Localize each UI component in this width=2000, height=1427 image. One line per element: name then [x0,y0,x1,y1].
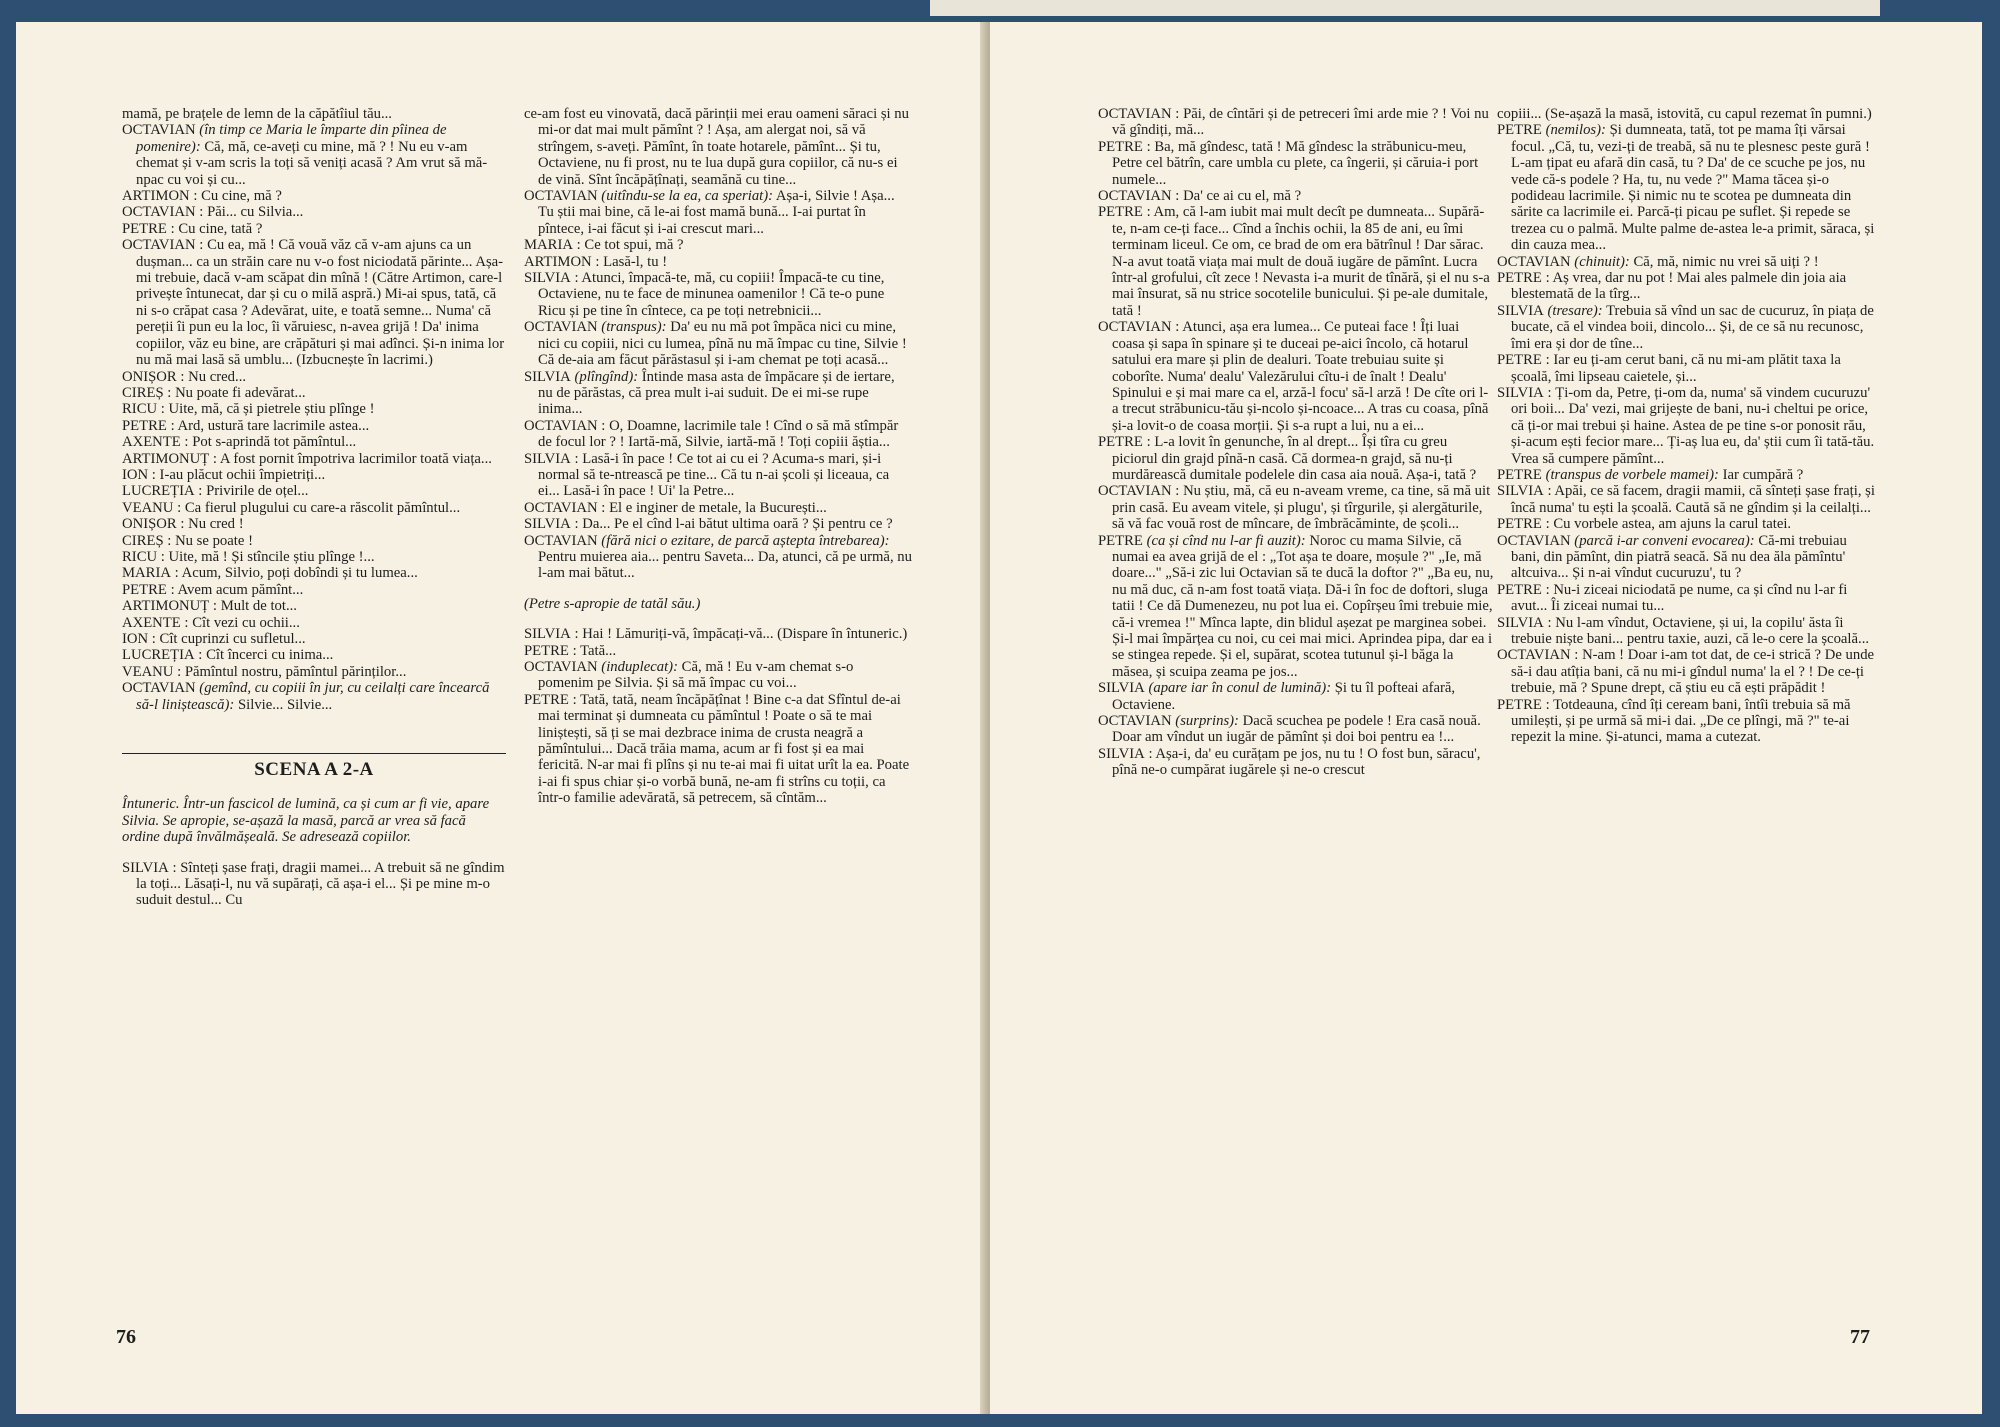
dialogue-line: OCTAVIAN : Păi... cu Silvia... [122,204,304,221]
dialogue-line: ION : I-au plăcut ochii împietriți... [122,466,326,483]
right-page [990,22,1982,1414]
line-text: Sînteți șase frați, dragii mamei... A trebuit să ne gîndim la toți... Lăsați-l, nu vă supărați, că așa-i el... Și pe mine m-o suduit destul... Cu [136,859,505,909]
speaker-name: PETRE [524,691,569,708]
speaker-name: OCTAVIAN [524,532,598,549]
line-text: Nu poate fi adevărat... [175,384,306,401]
line-text: Da' eu nu mă pot împăca nici cu mine, nici cu copiii, nici cu lumea, pînă nu mă împac cu tine, Silvie ! Că de-aia am făcut părăstasul și i-am chemat pe toți acasă... [538,319,907,369]
stage-direction-inline: (chinuit): [1574,253,1630,270]
dialogue-line: PETRE : Aș vrea, dar nu pot ! Mai ales palmele din joia aia blestemată de la tîrg... [1497,270,1847,303]
dialogue-line [1497,106,1877,122]
speaker-name: PETRE [122,417,167,434]
speaker-name: OCTAVIAN [1098,483,1172,500]
line-text: Nu se poate ! [175,532,253,549]
speaker-name: OCTAVIAN [524,499,598,516]
stage-direction-inline: (nemilos): [1545,122,1606,139]
dialogue-line: VEANU : Pămîntul nostru, pămîntul părinților... [122,663,407,680]
line-text: Păi, de cîntări și de petreceri îmi arde mie ? ! Voi nu vă gîndiți, mă... [1112,106,1489,139]
dialogue-line: ARTIMONUȚ : Mult de tot... [122,598,297,615]
dialogue-line: OCTAVIAN : Da' ce ai cu el, mă ? [1098,188,1302,205]
line-text: Privirile de oțel... [206,483,309,500]
line-text: Da... Pe el cînd l-ai bătut ultima oară ? Și pentru ce ? [582,516,893,533]
dialogue-line [524,533,912,582]
speaker-name: SILVIA [1497,384,1544,401]
dialogue-line: MARIA : Acum, Silvio, poți dobîndi și tu lumea... [122,565,418,582]
line-text: I-au plăcut ochii împietriți... [159,466,326,483]
speaker-name: OCTAVIAN [1497,253,1571,270]
speaker-name: SILVIA [524,450,571,467]
line-text: Noroc cu mama Silvie, că numai ea avea grijă de el : „Tot așa te doare, moșule ?" „Ie, mă doare..." „Să-i zic lui Octavian să te ducă la doftor ?" „Ba eu, nu, nu mă duc, că n-am fost toată viața. Dă-i în foc de doftori, sluga tatii ! Ce dă Dumenezeu, nu pot lua ei. Copîrșeu îmi trebuie mie, că-i vremea !" Mînca lapte, din blidul așezat pe marginea sobei. Și-l mai împărțea cu noi, cu cei mai mici. Aprindea pipa, dar ea i se stingea repede. Și el, supărat, scotea tutunul și-l băga la măsea, și scuipa zeama pe jos... [1112,532,1494,680]
dialogue-line: RICU : Uite, mă ! Și stîncile știu plînge !... [122,548,375,565]
line-text: Uite, mă, că și pietrele știu plînge ! [168,401,375,418]
column-3 [1098,106,1494,779]
speaker-name: PETRE [1497,581,1542,598]
dialogue-line: SILVIA : Da... Pe el cînd l-ai bătut ultima oară ? Și pentru ce ? [524,516,893,533]
dialogue-line: PETRE : Ard, ustură tare lacrimile astea... [122,417,370,434]
line-text: Pot s-aprindă tot pămîntul... [192,434,357,451]
line-text: Am, că l-am iubit mai mult decît pe dumneata... Supără-te, n-am ce-ți face... Cînd a închis ochii, la 85 de ani, eu îmi terminam liceul. Ce om, ce brad de om era bătrînul ! Dar sărac. N-a avut toată viața mai mult de două iugăre de pămînt. Lucra într-al grofului, cît zece ! Nevasta i-a murit de tînără, și el nu s-a mai însurat, să nu strice socotelile bunicului. Și pe-ale dumitale, tată ! [1112,204,1490,319]
line-text: Nu cred ! [188,516,244,533]
dialogue-line [1497,467,1877,483]
speaker-name: LUCREȚIA [122,647,195,664]
scene-stage-direction: Întuneric. Într-un fascicol de lumină, ca și cum ar fi vie, apare Silvia. Se apropie, se-așază la masă, parcă ar vrea să facă ordine după învălmășeală. Se adresează copiilor. [122,796,490,846]
line-text: Că, mă, ce-aveți cu mine, mă ? ! Nu eu v-am chemat și v-am scris la toți să veniți acasă ? Am vrut să mă-npac cu voi și cu... [136,138,488,188]
stage-direction-inline: (transpus de vorbele mamei): [1545,466,1719,483]
speaker-name: MARIA [524,237,573,254]
dialogue-line: PETRE : Ba, mă gîndesc, tată ! Mă gîndesc la străbunicu-meu, Petre cel bătrîn, care umbla cu plete, ca îngerii, și căruia-i port numele... [1098,138,1479,188]
line-text: Cît cuprinzi cu sufletul... [159,631,306,647]
column-4 [1497,106,1877,746]
stage-direction-inline: (induplecat): [601,659,678,675]
speaker-name: PETRE [1497,122,1542,139]
dialogue-line: AXENTE : Cît vezi cu ochii... [122,614,300,631]
speaker-name: PETRE [1098,138,1143,155]
dialogue-line [122,680,506,713]
speaker-name: SILVIA [1497,614,1544,631]
dialogue-line [122,106,506,122]
line-text: Ți-om da, Petre, ți-om da, numa' să vindem cucuruzu' ori boii... Da' vezi, mai grijește de bani, nu-i cheltui pe orice, că ți-or mai trebui și haine. Astea de pe tine s-or ponosit rău, și-acum ești fecior mare... Ți-aș lua eu, da' știi cum îi tată-tău. Vrea să cumpere pămînt... [1511,384,1875,467]
line-text: Pămîntul nostru, pămîntul părinților... [184,663,407,680]
line-text: Nu l-am vîndut, Octaviene, și ui, la copilu' ăsta îi trebuie niște bani... pentru taxie, auzi, că le-o cere la școală... [1511,614,1870,647]
dialogue-line: OCTAVIAN : Păi, de cîntări și de petreceri îmi arde mie ? ! Voi nu vă gîndiți, mă... [1098,106,1489,139]
stage-direction-inline: (apare iar în conul de lumină): [1148,680,1332,697]
dialogue-line: OCTAVIAN : El e inginer de metale, la București... [524,499,827,516]
dialogue-line [524,369,912,418]
speaker-name: PETRE [122,220,167,237]
dialogue-line: SILVIA : Sînteți șase frați, dragii mamei... A trebuit să ne gîndim la toți... Lăsați-l, nu vă supărați, că așa-i el... Și pe mine m-o suduit destul... Cu [122,859,505,909]
dialogue-line: ION : Cît cuprinzi cu sufletul... [122,631,306,647]
line-text: Iar cumpără ? [1722,466,1804,483]
dialogue-line: PETRE : Nu-i ziceai niciodată pe nume, ca și cînd nu l-ar fi avut... Îi ziceai numai tu... [1497,581,1848,615]
line-text: Cît vezi cu ochii... [192,614,300,631]
speaker-name: OCTAVIAN [122,680,196,697]
line-text: A fost pornit împotriva lacrimilor toată viața... [219,450,492,467]
dialogue-line: ARTIMON : Cu cine, mă ? [122,188,282,205]
dialogue-line: OCTAVIAN : O, Doamne, lacrimile tale ! Cînd o să mă stîmpăr de focul lor ? ! Iartă-mă, Silvie, iartă-mă ! Toți copiii ăștia... [524,417,899,451]
speaker-name: SILVIA [524,516,571,533]
stage-direction-inline: (fără nici o ezitare, de parcă aștepta întrebarea): [601,532,890,549]
dialogue-line [1098,533,1494,681]
speaker-name: OCTAVIAN [524,188,598,205]
speaker-name: PETRE [1497,466,1542,483]
stage-direction-inline: (gemînd, cu copiii în jur, cu ceilalți care încearcă să-l liniștească): [136,680,490,713]
line-text: Atunci, împacă-te, mă, cu copiii! Împacă-te cu tine, Octaviene, nu te face de minunea oamenilor ! Că te-o pune Ricu și pe tine în cîntece, ca pe toți netrebnicii... [538,270,885,319]
speaker-name: PETRE [1497,516,1542,533]
speaker-name: VEANU [122,663,174,680]
line-text: Silvie... Silvie... [237,696,333,713]
speaker-name: ION [122,466,149,483]
line-text: Întinde masa asta de împăcare și de iertare, nu de părăstas, că prea mult i-ai suduit. De ei mi-se rupe inima... [538,368,895,418]
line-text: Pentru muierea aia... pentru Saveta... Da, atunci, că pe urmă, nu l-am mai bătut... [538,548,912,582]
speaker-name: PETRE [1098,204,1143,221]
dialogue-line: LUCREȚIA : Cît încerci cu inima... [122,647,334,664]
line-text: copiii... (Se-așază la masă, istovită, cu capul rezemat în pumni.) [1497,106,1872,122]
line-text: Cu cine, tată ? [178,220,263,237]
speaker-name: OCTAVIAN [122,122,196,139]
line-text: Aș vrea, dar nu pot ! Mai ales palmele din joia aia blestemată de la tîrg... [1511,270,1847,303]
speaker-name: MARIA [122,565,171,582]
dialogue-line: PETRE : Totdeauna, cînd îți ceream bani, întîi trebuia să mă umilești, și pe urmă să mi-i dai. „De ce plîngi, mă ?" te-ai repezit la mine. Și-atunci, mama a cutezat. [1497,696,1851,746]
page-number-left: 76 [116,1326,136,1348]
line-text: Că-mi trebuiau bani, din pămînt, din piatră seacă. Să nu dea ăla pămîntu' altcuiva... Și n-ai vîndut cucuruzu', tu ? [1511,532,1847,582]
dialogue-line: SILVIA : Lasă-i în pace ! Ce tot ai cu ei ? Acuma-s mari, și-i normal să te-ntrească pe tine... Că tu n-ai școli și liceaua, ca ei... Lasă-i în pace ! Ui' la Petre... [524,450,890,500]
line-text: N-am ! Doar i-am tot dat, de ce-i strică ? De unde să-i dau atîția bani, că nu mi-i gîndul numa' la el ? ! De ce-ți trebuie, mă ? Spune drept, că știu eu că ești prăpădit ! [1511,647,1875,697]
scene-heading: SCENA A 2-A [122,753,506,778]
dialogue-line: PETRE : L-a lovit în genunche, în al drept... Își tîra cu greu piciorul din grajd pînă-n casă. Că dormea-n grajd, să nu-ți murdărească dumitale podelele din casa aia nouă. Așa-i, tată ? [1098,434,1477,483]
dialogue-line: ONIȘOR : Nu cred... [122,368,247,385]
line-text: Că, mă ! Eu v-am chemat s-o pomenim pe Silvia. Și să mă împac cu voi... [538,659,854,692]
dialogue-line: ARTIMONUȚ : A fost pornit împotriva lacrimilor toată viața... [122,450,492,467]
speaker-name: SILVIA [524,368,571,385]
dialogue-line: RICU : Uite, mă, că și pietrele știu plînge ! [122,401,375,418]
speaker-name: OCTAVIAN [524,417,598,434]
dialogue-line: AXENTE : Pot s-aprindă tot pămîntul... [122,434,357,451]
line-text: Așa-i, Silvie ! Așa... Tu știi mai bine, că le-ai fost mamă bună... I-ai purtat în pîntece, i-ai făcut și i-ai crescut mari... [538,188,895,237]
dialogue-line: OCTAVIAN : N-am ! Doar i-am tot dat, de ce-i strică ? De unde să-i dau atîția bani, că nu mi-i gîndul numa' la el ? ! De ce-ți trebuie, mă ? Spune drept, că știu eu că ești prăpădit ! [1497,647,1875,697]
speaker-name: ARTIMON [122,188,190,205]
line-text: Mult de tot... [220,598,297,615]
speaker-name: VEANU [122,499,174,516]
speaker-name: SILVIA [1098,745,1145,762]
stage-direction-inline: (parcă i-ar conveni evocarea): [1574,532,1755,549]
speaker-name: PETRE [1098,434,1143,451]
dialogue-line: ARTIMON : Lasă-l, tu ! [524,253,668,270]
speaker-name: OCTAVIAN [122,204,196,221]
speaker-name: PETRE [122,581,167,598]
book-edge-top [930,0,1880,16]
speaker-name: OCTAVIAN [524,659,598,675]
speaker-name: ONIȘOR [122,368,177,385]
speaker-name: CIREȘ [122,532,164,549]
line-text: Trebuia să vînd un sac de cucuruz, în piața de bucate, că el vindea boii, dincolo... Și, de ce să nu recunosc, îmi era și dor de tîne... [1511,302,1874,352]
speaker-name: SILVIA [1497,483,1544,500]
speaker-name: OCTAVIAN [122,237,196,254]
line-text: Uite, mă ! Și stîncile știu plînge !... [168,548,375,565]
line-text: Cu vorbele astea, am ajuns la carul tatei. [1553,516,1792,533]
line-text: Avem acum pămînt... [177,581,304,598]
line-text: Nu cred... [188,368,247,385]
dialogue-line: PETRE : Iar eu ți-am cerut bani, că nu mi-am plătit taxa la școală, îmi lipseau caietele, și... [1497,352,1841,385]
dialogue-line: SILVIA : Hai ! Lămuriți-vă, împăcați-vă... (Dispare în întuneric.) [524,626,908,643]
line-text: Și tu îl pofteai afară, Octaviene. [1112,680,1456,713]
dialogue-line: OCTAVIAN : Nu știu, mă, că eu n-aveam vreme, ca tine, să mă uit prin casă. Eu aveam vitele, și plugu', și tîrgurile, și alergăturile, să vă fac vouă rost de mîncare, de îmbrăcăminte, de școli... [1098,483,1491,533]
line-text: L-a lovit în genunche, în al drept... Își tîra cu greu piciorul din grajd pînă-n casă. Că dormea-n grajd, să nu-ți murdărească dumitale podelele din casa aia nouă. Așa-i, tată ? [1112,434,1477,483]
dialogue-line: VEANU : Ca fierul plugului cu care-a răscolit pămîntul... [122,499,461,516]
dialogue-line [1497,303,1877,352]
line-text: Tată, tată, neam încăpățînat ! Bine c-a dat Sfîntul de-ai mai terminat și dumneata cu pămîntul ! Poate o să te mai liniștești, să ți se mai dezbrace inima de crusta neagră a pămîntului... Dacă trăia mama, acum ar fi fost și ea mai fericită. N-ar mai fi plîns și nu te-ai mai fi uitat urît la ea. Poate i-ai fi spus chiar și-o vorbă bună, ne-am fi strîns cu toții, ca într-o familie adevărată, să petrecem, să cîntăm... [538,691,910,807]
line-text: Și dumneata, tată, tot pe mama îți vărsai focul. „Că, tu, vezi-ți de treabă, să nu te plesnesc peste gură ! L-am țipat eu afară din casă, tu ? Da' de ce scuche pe jos, nu vede că-s podele ? Ha, tu, nu vede ?" Mama tăcea și-o podideau lacrimile. Și nimic nu te scotea pe dumneata din sărite ca lacrimile ei. Parcă-ți picau pe suflet. Și repede se trezea cu o palmă. Multe palme de-astea le-a primit, săraca, și din cauza mea... [1511,122,1875,254]
speaker-name: LUCREȚIA [122,483,195,500]
dialogue-line: ONIȘOR : Nu cred ! [122,516,244,533]
stage-direction-inline: (plîngînd): [574,368,639,385]
dialogue-line [524,659,912,692]
line-text: Hai ! Lămuriți-vă, împăcați-vă... (Dispare în întuneric.) [582,626,908,643]
dialogue-line [524,188,912,237]
dialogue-line: SILVIA : Nu l-am vîndut, Octaviene, și ui, la copilu' ăsta îi trebuie niște bani... pentru taxie, auzi, că le-o cere la școală... [1497,614,1870,647]
stage-direction-inline: (tresare): [1547,302,1603,319]
dialogue-line: PETRE : Cu cine, tată ? [122,220,263,237]
speaker-name: SILVIA [1497,302,1544,319]
speaker-name: ARTIMONUȚ [122,598,210,615]
speaker-name: AXENTE [122,434,181,451]
speaker-name: PETRE [1497,270,1542,287]
line-text: Așa-i, da' eu curățam pe jos, nu tu ! O fost bun, săracu', pînă ne-o cumpărat iugărele și ne-o crescut [1112,745,1481,779]
line-text: Cu cine, mă ? [201,188,282,205]
line-text: Nu știu, mă, că eu n-aveam vreme, ca tine, să mă uit prin casă. Eu aveam vitele, și plugu', și tîrgurile, și alergăturile, să vă fac vouă rost de mîncare, de îmbrăcăminte, de școli... [1112,483,1491,533]
speaker-name: AXENTE [122,614,181,631]
line-text: Dacă scuchea pe podele ! Era casă nouă. Doar am vîndut un iugăr de pămînt și doi boi pentru ea !... [1112,713,1481,746]
line-text: Atunci, așa era lumea... Ce puteai face ! Îți luai coasa și sapa în spinare și te duceai pe-aici încolo, că hotarul satului era mare și plin de dealuri. Toate trebuiau suite și coborîte. Numa' dealu' Valezărului cîtu-i de înalt ! Dealu' Spinului e și mai mare ca el, arză-l focu' să-l arză ! De cîte ori l-a trecut străbunicu-tău și-ncolo și-ncoace... A tras cu coasa, pînă și-a lovit-o de coasa morții. Și s-a rupt a lui, nu a ei... [1112,319,1489,434]
dialogue-line: PETRE : Cu vorbele astea, am ajuns la carul tatei. [1497,516,1792,533]
line-text: Apăi, ce să facem, dragii mamii, că sînteți șase frați, și încă numa' tu ești la școală. Caută să ne gîndim și la ceilalți... [1511,483,1875,516]
line-text: Lasă-i în pace ! Ce tot ai cu ei ? Acuma-s mari, și-i normal să te-ntrească pe tine... Că tu n-ai școli și liceaua, ca ei... Lasă-i în pace ! Ui' la Petre... [538,450,890,500]
stage-direction-inline: (ca și cînd nu l-ar fi auzit): [1146,532,1306,549]
line-text: ce-am fost eu vinovată, dacă părinții mei erau oameni săraci și nu mi-or dat mai mult pămînt ? ! Așa, am alergat noi, să vă strîngem, s-aveți. Pămînt, în toate hotarele, pămînt... Și tu, Octaviene, nu fi prost, nu te lua după gura copiilor, că nu-s ei de vină. Sînt încăpățînați, seamănă cu tine... [524,106,909,188]
dialogue-line: OCTAVIAN : Cu ea, mă ! Că vouă văz că v-am ajuns ca un dușman... ca un străin care nu v-o fost niciodată părinte... Așa-mi trebuie, dacă v-am scăpat din mînă ! (Către Artimon, care-l privește întunecat, dar și cu o milă aspră.) Mi-ai spus, tată, că ni s-o crăpat casa ? Adevărat, uite, e toată semne... Numa' că pereții îi pun eu la loc, îi văruiesc, n-avea grijă ! Da' inima copiilor, văz eu bine, are crăpături și mai adînci. Și-n inima lor nu mă mai lasă să umblu... (Izbucnește în lacrimi.) [122,237,505,369]
dialogue-line: PETRE : Avem acum pămînt... [122,581,304,598]
speaker-name: SILVIA [524,626,571,643]
line-text: Ce tot spui, mă ? [584,237,684,254]
stage-direction-inline: (uitîndu-se la ea, ca speriat): [601,188,774,205]
line-text: Totdeauna, cînd îți ceream bani, întîi trebuia să mă umilești, și pe urmă să mi-i dai. „De ce plîngi, mă ?" te-ai repezit la mine. Și-atunci, mama a cutezat. [1511,696,1851,746]
speaker-name: OCTAVIAN [1098,713,1172,730]
line-text: Ard, ustură tare lacrimile astea... [177,417,370,434]
line-text: O, Doamne, lacrimile tale ! Cînd o să mă stîmpăr de focul lor ? ! Iartă-mă, Silvie, iartă-mă ! Toți copiii ăștia... [538,417,899,451]
line-text: Ba, mă gîndesc, tată ! Mă gîndesc la străbunicu-meu, Petre cel bătrîn, care umbla cu plete, ca îngerii, și căruia-i port numele... [1112,138,1479,188]
speaker-name: SILVIA [1098,680,1145,697]
dialogue-line: PETRE : Tată... [524,642,617,659]
column-2 [524,106,912,807]
speaker-name: ARTIMON [524,253,592,270]
line-text: Iar eu ți-am cerut bani, că nu mi-am plătit taxa la școală, îmi lipseau caietele, și... [1511,352,1841,385]
dialogue-line: OCTAVIAN : Atunci, așa era lumea... Ce puteai face ! Îți luai coasa și sapa în spinare și te duceai pe-aici încolo, că hotarul satului era mare și plin de dealuri. Toate trebuiau suite și coborîte. Numa' dealu' Valezărului cîtu-i de înalt ! Dealu' Spinului e și mai mare ca el, arză-l focu' să-l arză ! De cîte ori l-a trecut străbunicu-tău și-ncolo și-ncoace... A tras cu coasa, pînă și-a lovit-o de coasa morții. Și s-a rupt a lui, nu a ei... [1098,319,1489,434]
speaker-name: OCTAVIAN [1098,319,1172,336]
speaker-name: SILVIA [122,859,169,876]
speaker-name: RICU [122,401,158,418]
line-text: Acum, Silvio, poți dobîndi și tu lumea... [181,565,418,582]
dialogue-line: SILVIA : Apăi, ce să facem, dragii mamii, că sînteți șase frați, și încă numa' tu ești la școală. Caută să ne gîndim și la ceilalți... [1497,483,1875,516]
dialogue-line [122,122,506,188]
line-text: Cu ea, mă ! Că vouă văz că v-am ajuns ca un dușman... ca un străin care nu v-o fost niciodată părinte... Așa-mi trebuie, dacă v-am scăpat din mînă ! (Către Artimon, care-l privește întunecat, dar și cu o milă aspră.) Mi-ai spus, tată, că ni s-o crăpat casa ? Adevărat, uite, e toată semne... Numa' că pereții îi pun eu la loc, îi văruiesc, n-avea grijă ! Da' inima copiilor, văz eu bine, are crăpături și mai adînci. Și-n inima lor nu mă mai lasă să umblu... (Izbucnește în lacrimi.) [136,237,505,369]
dialogue-line: PETRE : Tată, tată, neam încăpățînat ! Bine c-a dat Sfîntul de-ai mai terminat și dumneata cu pămîntul ! Poate o să te mai liniștești, să ți se mai dezbrace inima de crusta neagră a pămîntului... Dacă trăia mama, acum ar fi fost și ea mai fericită. N-ar mai fi plîns și nu te-ai mai fi uitat urît la ea. Poate i-ai fi spus chiar și-o vorbă bună, ne-am fi strîns cu toții, ca într-o familie adevărată, să petrecem, să cîntăm... [524,691,910,807]
speaker-name: OCTAVIAN [524,319,598,336]
speaker-name: OCTAVIAN [1497,647,1571,664]
line-text: Cît încerci cu inima... [206,647,334,664]
speaker-name: PETRE [1497,352,1542,369]
dialogue-line: CIREȘ : Nu poate fi adevărat... [122,384,306,401]
dialogue-line: MARIA : Ce tot spui, mă ? [524,237,684,254]
speaker-name: PETRE [1497,696,1542,713]
speaker-name: ARTIMONUȚ [122,450,210,467]
column-1 [122,106,506,909]
page-number-right: 77 [1850,1326,1870,1348]
dialogue-line: SILVIA : Ți-om da, Petre, ți-om da, numa' să vindem cucuruzu' ori boii... Da' vezi, mai grijește de bani, nu-i cheltui pe orice, că ți-or mai trebui și haine. Astea de pe tine s-or ponosit rău, și-acum ești fecior mare... Ți-aș lua eu, da' știi cum îi tată-tău. Vrea să cumpere pămînt... [1497,384,1875,467]
stage-direction-inline: (surprins): [1175,713,1239,730]
stage-direction: (Petre s-apropie de tatăl său.) [524,595,701,612]
speaker-name: SILVIA [524,270,571,287]
speaker-name: PETRE [524,642,569,659]
line-text: Că, mă, nimic nu vrei să uiți ? ! [1633,253,1819,270]
speaker-name: PETRE [1098,532,1143,549]
line-text: Ca fierul plugului cu care-a răscolit pămîntul... [184,499,461,516]
line-text: Tată... [580,642,617,659]
dialogue-line [1497,533,1877,582]
speaker-name: OCTAVIAN [1497,532,1571,549]
speaker-name: OCTAVIAN [1098,106,1172,122]
line-text: mamă, pe brațele de lemn de la căpătîiul tău... [122,106,392,122]
line-text: Lasă-l, tu ! [603,253,668,270]
speaker-name: ONIȘOR [122,516,177,533]
dialogue-line: PETRE : Am, că l-am iubit mai mult decît pe dumneata... Supără-te, n-am ce-ți face... Cînd a închis ochii, la 85 de ani, eu îmi terminam liceul. Ce om, ce brad de om era bătrînul ! Dar sărac. N-a avut toată viața mai mult de două iugăre de pămînt. Lucra într-al grofului, cît zece ! Nevasta i-a murit de tînără, și el nu s-a mai însurat, să nu strice socotelile bunicului. Și pe-ale dumitale, tată ! [1098,204,1490,319]
dialogue-line [1098,680,1494,713]
stage-direction-inline: (transpus): [601,319,667,336]
speaker-name: CIREȘ [122,384,164,401]
speaker-name: OCTAVIAN [1098,188,1172,205]
dialogue-line: CIREȘ : Nu se poate ! [122,532,253,549]
dialogue-line [1497,122,1877,253]
dialogue-line [524,106,912,188]
dialogue-line: LUCREȚIA : Privirile de oțel... [122,483,309,500]
line-text: Păi... cu Silvia... [207,204,304,221]
stage-direction-inline: (în timp ce Maria le împarte din pîinea de pomenire): [136,122,447,155]
dialogue-line: SILVIA : Atunci, împacă-te, mă, cu copiii! Împacă-te cu tine, Octaviene, nu te face de minunea oamenilor ! Că te-o pune Ricu și pe tine în cîntece, ca pe toți netrebnicii... [524,270,885,319]
dialogue-line: SILVIA : Așa-i, da' eu curățam pe jos, nu tu ! O fost bun, săracu', pînă ne-o cumpărat iugărele și ne-o crescut [1098,745,1481,779]
speaker-name: RICU [122,548,158,565]
left-page [16,22,988,1414]
dialogue-line [1098,713,1494,746]
dialogue-line [1497,254,1877,270]
dialogue-line [524,319,912,368]
speaker-name: ION [122,631,149,647]
line-text: El e inginer de metale, la București... [609,499,827,516]
line-text: Nu-i ziceai niciodată pe nume, ca și cînd nu l-ar fi avut... Îi ziceai numai tu... [1511,581,1848,615]
line-text: Da' ce ai cu el, mă ? [1183,188,1302,205]
